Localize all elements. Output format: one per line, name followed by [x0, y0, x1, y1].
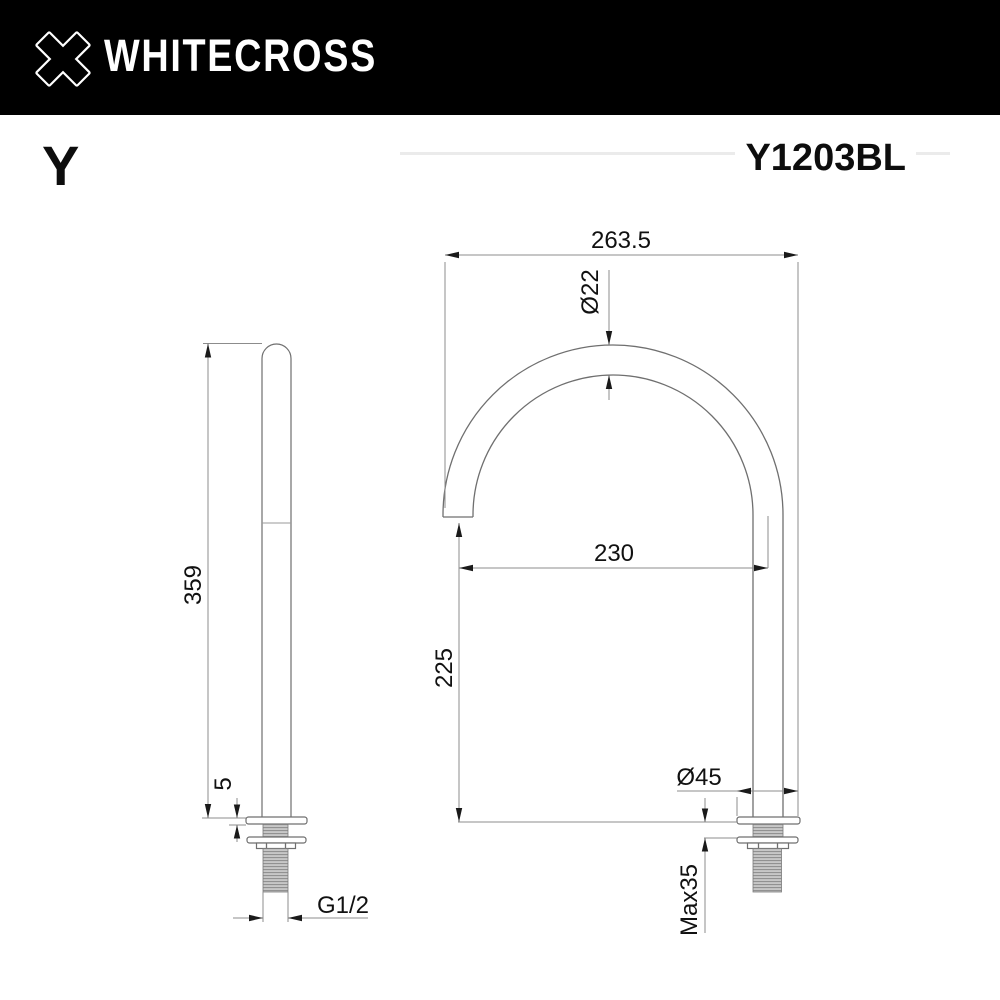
dim-g12-group	[233, 892, 369, 922]
x-cross-glyph	[38, 34, 89, 85]
washer-side	[247, 837, 306, 843]
threaded-shank-front	[753, 849, 782, 893]
dim-5-group	[210, 777, 246, 842]
spout-tube-side	[262, 344, 291, 818]
washer-front	[737, 837, 798, 843]
dim-label-reach: 230	[593, 540, 635, 567]
dim-359-group	[180, 344, 262, 819]
dim-230-group	[459, 516, 768, 571]
dim-max35-group	[676, 798, 737, 936]
brand-header	[0, 0, 1000, 115]
technical-drawing	[0, 200, 1000, 1000]
dim-label-flange-diameter: Ø45	[676, 764, 722, 791]
dim-label-thread-size: G1/2	[317, 892, 370, 919]
threaded-collar-side	[263, 824, 288, 837]
dim-263-5-group	[445, 227, 798, 816]
dim-o22-group	[577, 269, 612, 400]
model-number: Y1203BL	[735, 139, 916, 177]
brand-name: WHITECROSS	[104, 30, 378, 81]
mounting-flange-side	[246, 817, 307, 824]
dim-label-outlet-height: 225	[431, 647, 458, 689]
threaded-collar-front	[753, 824, 783, 837]
side-view	[180, 344, 369, 923]
dim-label-height: 359	[180, 564, 207, 606]
dim-label-max-deck-thickness: Max35	[676, 863, 703, 937]
series-label: Y	[42, 134, 80, 197]
gooseneck-inner-contour	[473, 375, 753, 817]
mounting-flange-front	[737, 817, 800, 824]
front-view	[431, 227, 800, 936]
dim-label-spout-diameter: Ø22	[577, 269, 604, 315]
threaded-shank-side	[263, 849, 288, 893]
locknut-side	[257, 843, 296, 849]
dim-label-total-width: 263.5	[590, 227, 652, 254]
locknut-front	[748, 843, 789, 849]
whitecross-x-logo-icon	[30, 26, 96, 92]
gooseneck-outer-contour	[443, 345, 783, 817]
dim-label-flange-thickness: 5	[210, 777, 237, 791]
dim-o45-group	[676, 764, 798, 816]
